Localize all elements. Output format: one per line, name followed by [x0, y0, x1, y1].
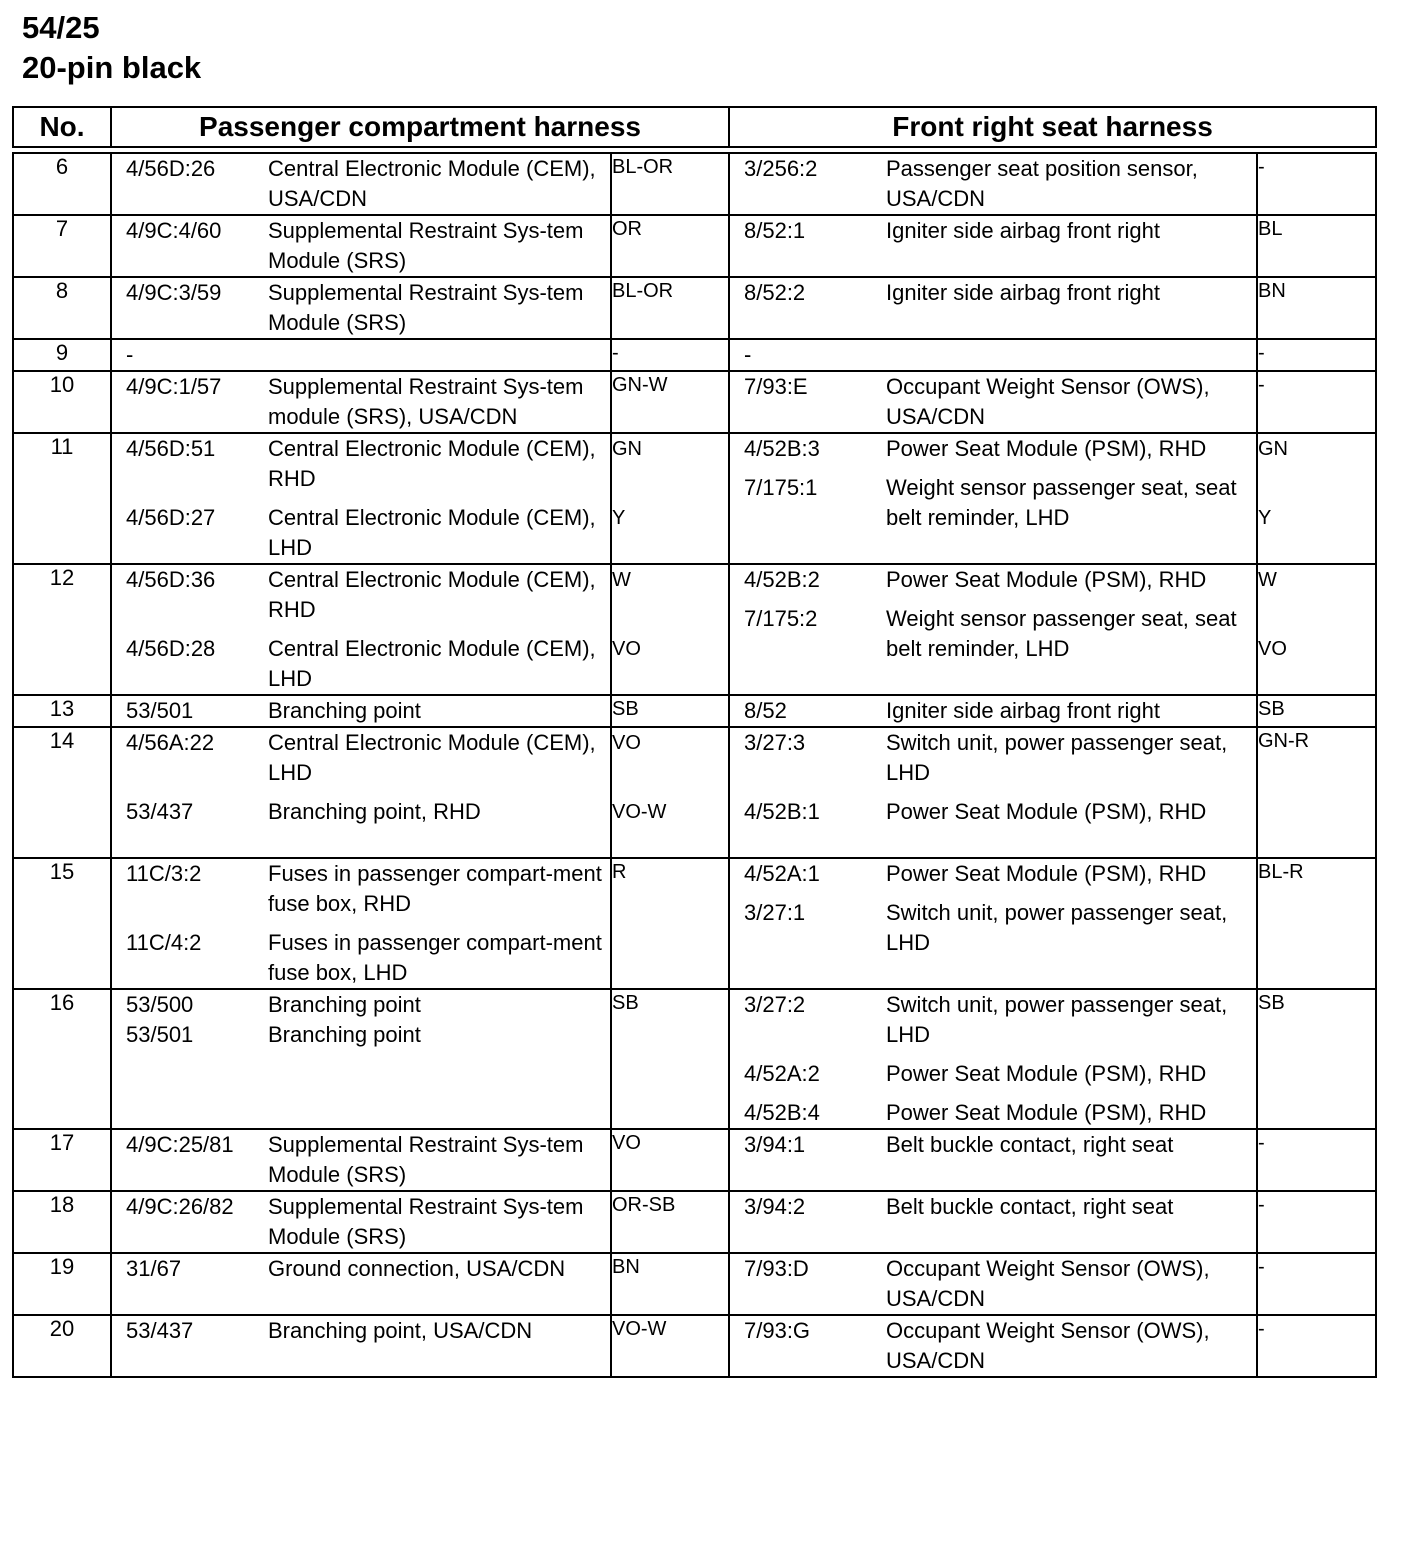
connection-code: 4/56D:36 [126, 567, 216, 592]
wire-color: W [1258, 569, 1277, 591]
pin-number: 12 [13, 564, 111, 695]
passenger-harness-wire-colors: SB [611, 989, 729, 1129]
passenger-harness-wire-colors: R [611, 858, 729, 989]
connection-code: 4/52B:4 [744, 1100, 820, 1125]
seat-harness-wire-colors: SB [1257, 989, 1376, 1129]
wire-color: Y [612, 507, 626, 529]
passenger-harness-wire-colors: - [611, 339, 729, 371]
connection-code: 4/52A:2 [744, 1061, 820, 1086]
passenger-harness-connection [112, 859, 610, 919]
seat-harness-connections [729, 339, 1257, 371]
seat-harness-connection [730, 1059, 1256, 1089]
seat-harness-connection [730, 434, 1256, 464]
table-row [13, 695, 1376, 727]
connection-code: 4/9C:25/81 [126, 1132, 234, 1157]
connection-description: Central Electronic Module (CEM), RHD [268, 567, 596, 622]
wire-color: Y [1258, 507, 1272, 529]
connection-description: Branching point [268, 992, 421, 1017]
pin-number: 20 [13, 1315, 111, 1377]
passenger-harness-wire-colors [611, 564, 729, 695]
seat-harness-connections [729, 989, 1257, 1129]
wire-color: GN [612, 438, 642, 460]
connection-code: 3/94:2 [744, 1194, 806, 1219]
wire-color: VO [1258, 638, 1287, 660]
connection-code: 8/52:1 [744, 218, 806, 243]
wire-color: VO [612, 638, 641, 660]
seat-harness-connection [730, 1192, 1256, 1222]
connection-description: Occupant Weight Sensor (OWS), USA/CDN [886, 1318, 1210, 1373]
seat-harness-wire-colors: - [1257, 1253, 1376, 1315]
passenger-harness-connections [111, 1191, 611, 1253]
wire-color: W [612, 569, 631, 591]
table-row [13, 858, 1376, 989]
connection-code: 3/94:1 [744, 1132, 806, 1157]
seat-harness-wire-colors: GN-R [1257, 727, 1376, 858]
passenger-harness-connection [112, 1130, 610, 1190]
seat-harness-connections [729, 858, 1257, 989]
connection-description: Igniter side airbag front right [886, 218, 1160, 243]
connection-code: 53/500 [126, 992, 194, 1017]
seat-harness-connections [729, 215, 1257, 277]
seat-harness-wire-colors: BL-R [1257, 858, 1376, 989]
seat-harness-connections [729, 1315, 1257, 1377]
passenger-harness-connection [112, 278, 610, 338]
table-row [13, 1191, 1376, 1253]
connection-description [268, 340, 610, 370]
connection-description: Weight sensor passenger seat, seat belt reminder, LHD [886, 475, 1237, 530]
seat-harness-connection [730, 1254, 1256, 1314]
connection-description: Power Seat Module (PSM), RHD [886, 799, 1207, 824]
seat-harness-connections [729, 727, 1257, 858]
seat-harness-connection [730, 797, 1256, 827]
seat-harness-connection [730, 565, 1256, 595]
connection-description: Branching point [268, 698, 421, 723]
pin-number: 19 [13, 1253, 111, 1315]
passenger-harness-wire-colors: BL-OR [611, 277, 729, 339]
connection-description: Switch unit, power passenger seat, LHD [886, 992, 1228, 1047]
connection-description: Branching point, USA/CDN [268, 1318, 533, 1343]
connection-code: 3/27:3 [744, 730, 806, 755]
passenger-harness-wire-colors: VO-W [611, 1315, 729, 1377]
seat-harness-connection [730, 340, 1256, 370]
passenger-harness-connections [111, 433, 611, 564]
connection-code: 4/52B:2 [744, 567, 820, 592]
passenger-harness-connection [112, 797, 610, 827]
column-header-no: No. [13, 107, 111, 147]
seat-harness-wire-colors: SB [1257, 695, 1376, 727]
connection-description: Supplemental Restraint Sys-tem Module (SRS) [268, 1132, 584, 1187]
passenger-harness-connections [111, 564, 611, 695]
table-row [13, 433, 1376, 564]
wire-color: VO-W [612, 801, 667, 823]
table-row [13, 153, 1376, 215]
connection-code: 7/175:1 [744, 475, 818, 500]
passenger-harness-connection [112, 372, 610, 432]
seat-harness-wire-colors: - [1257, 371, 1376, 433]
seat-harness-connection [730, 604, 1256, 664]
passenger-harness-connections [111, 277, 611, 339]
connection-code: 4/52B:1 [744, 799, 820, 824]
passenger-harness-connections [111, 858, 611, 989]
passenger-harness-wire-colors: SB [611, 695, 729, 727]
connection-code: 4/56A:22 [126, 730, 215, 755]
passenger-harness-connections [111, 1129, 611, 1191]
connector-heading [22, 8, 201, 88]
seat-harness-connection [730, 154, 1256, 214]
connection-description: Power Seat Module (PSM), RHD [886, 1100, 1207, 1125]
table-row [13, 1253, 1376, 1315]
connection-description: Switch unit, power passenger seat, LHD [886, 900, 1228, 955]
passenger-harness-connection [112, 154, 610, 214]
seat-harness-wire-colors: - [1257, 1315, 1376, 1377]
passenger-harness-connection [112, 1192, 610, 1252]
seat-harness-connection [730, 216, 1256, 246]
connection-description: Supplemental Restraint Sys-tem Module (SRS) [268, 218, 584, 273]
seat-harness-connection [730, 1316, 1256, 1376]
pin-number: 18 [13, 1191, 111, 1253]
column-header-seat-harness: Front right seat harness [729, 107, 1376, 147]
connection-description: Weight sensor passenger seat, seat belt reminder, LHD [886, 606, 1237, 661]
passenger-harness-wire-colors: VO [611, 1129, 729, 1191]
seat-harness-wire-colors: - [1257, 339, 1376, 371]
pin-number: 8 [13, 277, 111, 339]
passenger-harness-connections [111, 1253, 611, 1315]
passenger-harness-connection [112, 990, 610, 1020]
passenger-harness-connection [112, 565, 610, 625]
seat-harness-connection [730, 898, 1256, 958]
wire-color: GN [1258, 438, 1288, 460]
seat-harness-connections [729, 371, 1257, 433]
connection-description: Passenger seat position sensor, USA/CDN [886, 156, 1198, 211]
seat-harness-connections [729, 433, 1257, 564]
passenger-harness-wire-colors: BN [611, 1253, 729, 1315]
connection-code: 53/501 [126, 1022, 194, 1047]
connection-description: Central Electronic Module (CEM), LHD [268, 505, 596, 560]
passenger-harness-wire-colors: OR-SB [611, 1191, 729, 1253]
passenger-harness-connections [111, 727, 611, 858]
connection-description: Branching point, RHD [268, 799, 481, 824]
seat-harness-connection [730, 728, 1256, 788]
connection-description: Power Seat Module (PSM), RHD [886, 436, 1207, 461]
connection-code: 4/56D:26 [126, 156, 216, 181]
pin-number: 7 [13, 215, 111, 277]
passenger-harness-connection [112, 634, 610, 694]
passenger-harness-connections [111, 215, 611, 277]
connection-code: - [744, 342, 752, 367]
passenger-harness-connection [112, 728, 610, 788]
seat-harness-wire-colors: BN [1257, 277, 1376, 339]
connection-description: Belt buckle contact, right seat [886, 1194, 1174, 1219]
seat-harness-connections [729, 1129, 1257, 1191]
pin-number: 11 [13, 433, 111, 564]
connection-code: 7/93:D [744, 1256, 809, 1281]
seat-harness-connections [729, 564, 1257, 695]
connection-code: 8/52 [744, 698, 787, 723]
connection-code: 4/56D:27 [126, 505, 216, 530]
connection-code: 3/256:2 [744, 156, 818, 181]
connection-description: Occupant Weight Sensor (OWS), USA/CDN [886, 374, 1210, 429]
pin-table [12, 106, 1377, 1378]
seat-harness-connections [729, 695, 1257, 727]
connection-description: Central Electronic Module (CEM), RHD [268, 436, 596, 491]
connection-description: Igniter side airbag front right [886, 280, 1160, 305]
connection-code: 4/9C:4/60 [126, 218, 222, 243]
pin-number: 13 [13, 695, 111, 727]
table-header-row [13, 107, 1376, 147]
table-row [13, 339, 1376, 371]
seat-harness-connection [730, 859, 1256, 889]
connection-description: Fuses in passenger compart-ment fuse box, RHD [268, 861, 602, 916]
connection-code: 11C/3:2 [126, 861, 202, 886]
connection-code: - [126, 342, 134, 367]
connection-code: 7/93:E [744, 374, 808, 399]
table-row [13, 989, 1376, 1129]
table-row [13, 564, 1376, 695]
connection-code: 7/175:2 [744, 606, 818, 631]
passenger-harness-connection [112, 1020, 610, 1050]
connection-code: 53/501 [126, 698, 194, 723]
table-row [13, 1129, 1376, 1191]
seat-harness-wire-colors [1257, 433, 1376, 564]
table-row [13, 371, 1376, 433]
column-header-passenger-harness: Passenger compartment harness [111, 107, 729, 147]
seat-harness-connection [730, 990, 1256, 1050]
pin-number: 9 [13, 339, 111, 371]
passenger-harness-connection [112, 340, 610, 370]
table-row [13, 215, 1376, 277]
seat-harness-connection [730, 372, 1256, 432]
seat-harness-connections [729, 1191, 1257, 1253]
table-row [13, 277, 1376, 339]
connection-code: 4/56D:28 [126, 636, 216, 661]
passenger-harness-connections [111, 153, 611, 215]
seat-harness-connections [729, 153, 1257, 215]
connection-description: Belt buckle contact, right seat [886, 1132, 1174, 1157]
connection-description: Occupant Weight Sensor (OWS), USA/CDN [886, 1256, 1210, 1311]
passenger-harness-connections [111, 1315, 611, 1377]
seat-harness-wire-colors: BL [1257, 215, 1376, 277]
passenger-harness-connection [112, 216, 610, 276]
passenger-harness-wire-colors: BL-OR [611, 153, 729, 215]
seat-harness-connection [730, 696, 1256, 726]
connection-code: 4/56D:51 [126, 436, 216, 461]
passenger-harness-connections [111, 339, 611, 371]
connector-id: 54/25 [22, 10, 100, 45]
seat-harness-wire-colors [1257, 564, 1376, 695]
connection-code: 4/52A:1 [744, 861, 820, 886]
passenger-harness-connection [112, 696, 610, 726]
connection-description: Supplemental Restraint Sys-tem module (SRS), USA/CDN [268, 374, 584, 429]
connection-description: Supplemental Restraint Sys-tem Module (SRS) [268, 280, 584, 335]
connection-description: Central Electronic Module (CEM), LHD [268, 636, 596, 691]
seat-harness-connection [730, 1098, 1256, 1128]
connection-description: Ground connection, USA/CDN [268, 1256, 566, 1281]
passenger-harness-connection [112, 503, 610, 563]
pin-number: 15 [13, 858, 111, 989]
connection-code: 4/9C:3/59 [126, 280, 222, 305]
connection-description: Branching point [268, 1022, 421, 1047]
connection-code: 7/93:G [744, 1318, 811, 1343]
connection-description: Fuses in passenger compart-ment fuse box, LHD [268, 930, 602, 985]
table-row [13, 727, 1376, 858]
seat-harness-connection [730, 473, 1256, 533]
connector-description: 20-pin black [22, 50, 202, 85]
passenger-harness-connections [111, 371, 611, 433]
connection-code: 11C/4:2 [126, 930, 202, 955]
pin-number: 14 [13, 727, 111, 858]
table-row [13, 1315, 1376, 1377]
passenger-harness-connection [112, 1316, 610, 1346]
seat-harness-connection [730, 278, 1256, 308]
wire-color: VO [612, 732, 641, 754]
connection-description: Central Electronic Module (CEM), USA/CDN [268, 156, 596, 211]
pin-number: 17 [13, 1129, 111, 1191]
connection-code: 3/27:1 [744, 900, 806, 925]
connection-code: 53/437 [126, 799, 194, 824]
connection-description: Power Seat Module (PSM), RHD [886, 861, 1207, 886]
connection-description: Igniter side airbag front right [886, 698, 1160, 723]
connection-description [886, 340, 1256, 370]
connection-description: Power Seat Module (PSM), RHD [886, 567, 1207, 592]
connection-description: Switch unit, power passenger seat, LHD [886, 730, 1228, 785]
seat-harness-wire-colors: - [1257, 1129, 1376, 1191]
connection-code: 53/437 [126, 1318, 194, 1343]
passenger-harness-connection [112, 1254, 610, 1284]
seat-harness-wire-colors: - [1257, 153, 1376, 215]
connection-description: Supplemental Restraint Sys-tem Module (SRS) [268, 1194, 584, 1249]
seat-harness-connections [729, 1253, 1257, 1315]
passenger-harness-wire-colors [611, 433, 729, 564]
passenger-harness-wire-colors: OR [611, 215, 729, 277]
pin-number: 16 [13, 989, 111, 1129]
connection-code: 4/52B:3 [744, 436, 820, 461]
seat-harness-connections [729, 277, 1257, 339]
seat-harness-wire-colors: - [1257, 1191, 1376, 1253]
passenger-harness-connection [112, 928, 610, 988]
passenger-harness-connection [112, 434, 610, 494]
connection-code: 4/9C:26/82 [126, 1194, 234, 1219]
connection-description: Central Electronic Module (CEM), LHD [268, 730, 596, 785]
connection-code: 31/67 [126, 1256, 182, 1281]
seat-harness-connection [730, 1130, 1256, 1160]
connection-code: 3/27:2 [744, 992, 806, 1017]
passenger-harness-connections [111, 695, 611, 727]
connection-code: 8/52:2 [744, 280, 806, 305]
connection-description: Power Seat Module (PSM), RHD [886, 1061, 1207, 1086]
passenger-harness-wire-colors [611, 727, 729, 858]
pin-number: 6 [13, 153, 111, 215]
pin-number: 10 [13, 371, 111, 433]
passenger-harness-connections [111, 989, 611, 1129]
table-body [13, 153, 1376, 1377]
connection-code: 4/9C:1/57 [126, 374, 222, 399]
passenger-harness-wire-colors: GN-W [611, 371, 729, 433]
